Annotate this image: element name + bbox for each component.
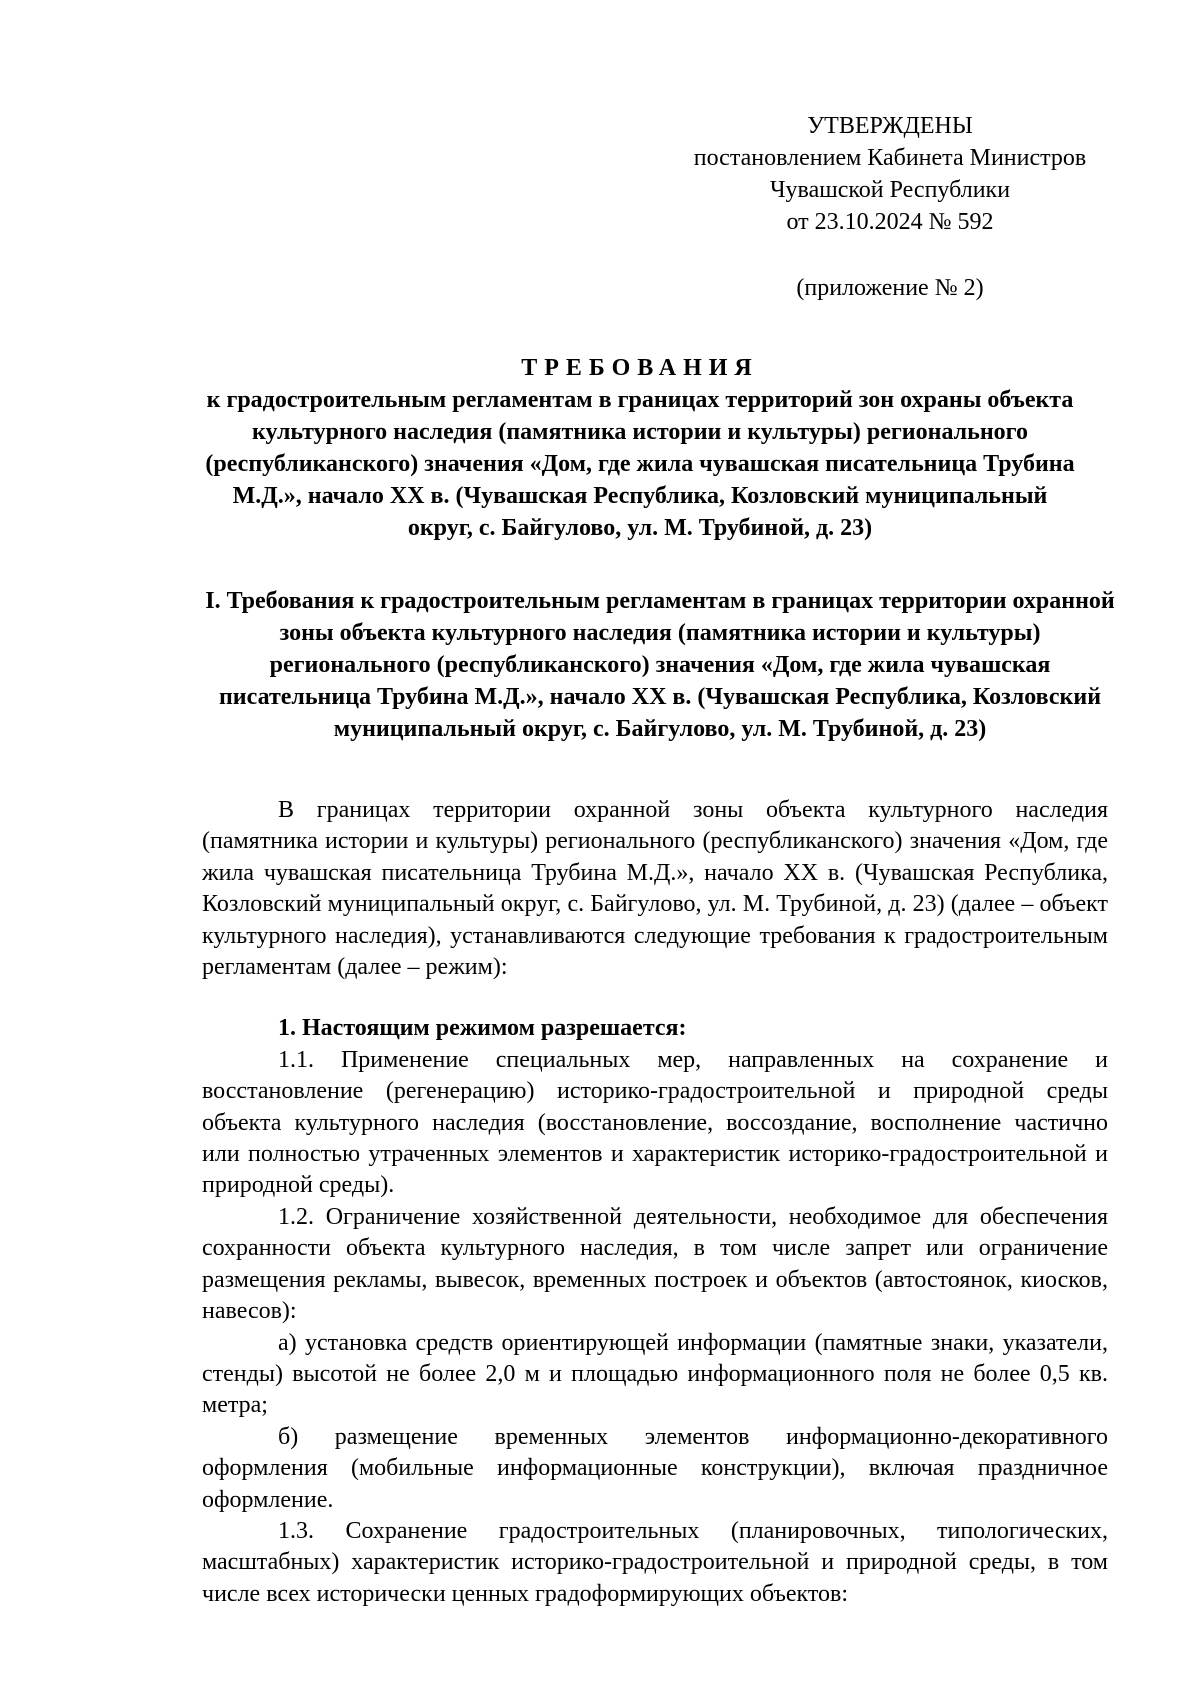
approval-block xyxy=(680,110,1100,304)
section-title: I. Требования к градостроительным регламентам в границах территории охранной зоны объекта культурного наследия (памятника истории и культуры) регионального (республиканского) значения «Дом, где жила чувашская писательница Трубина М.Д.», начало XX в. (Чувашская Республика, Козловский муниципальный округ, с. Байгулово, ул. М. Трубиной, д. 23) xyxy=(205,588,1115,742)
approval-line: постановлением Кабинета Министров xyxy=(693,145,1087,171)
subclause-paragraph: б) размещение временных элементов информационно-декоративного оформления (мобильные информационные конструкции), включая праздничное оформление. xyxy=(202,1423,1108,1513)
document-body xyxy=(202,795,1108,1610)
clause-paragraph: 1.1. Применение специальных мер, направленных на сохранение и восстановление (регенерацию) историко-градостроительной и природной среды объекта культурного наследия (восстановление, воссоздание, восполнение частично или полностью утраченных элементов и характеристик историко-градостроительной и природной среды). xyxy=(202,1046,1108,1199)
clause-paragraph: 1.2. Ограничение хозяйственной деятельности, необходимое для обеспечения сохранности объекта культурного наследия, в том числе запрет или ограничение размещения рекламы, вывесок, временных построек и объектов (автостоянок, киосков, навесов): xyxy=(202,1203,1108,1325)
document-title xyxy=(200,352,1080,544)
approval-line: УТВЕРЖДЕНЫ xyxy=(807,113,973,139)
clause-heading: 1. Настоящим режимом разрешается: xyxy=(278,1015,687,1042)
subclause-paragraph: а) установка средств ориентирующей информации (памятные знаки, указатели, стенды) высотой не более 2,0 м и площадью информационного поля не более 0,5 кв. метра; xyxy=(202,1329,1108,1419)
annex-label: (приложение № 2) xyxy=(796,275,984,301)
title-word: ТРЕБОВАНИЯ xyxy=(521,355,759,381)
approval-line: Чувашской Республики xyxy=(769,177,1011,203)
title-subtitle: к градостроительным регламентам в границах территорий зон охраны объекта культурного наследия (памятника истории и культуры) регионального (республиканского) значения «Дом, где жила чувашская писательница Трубина М.Д.», начало XX в. (Чувашская Республика, Козловский муниципальный округ, с. Байгулово, ул. М. Трубиной, д. 23) xyxy=(205,387,1075,541)
approval-date-number: от 23.10.2024 № 592 xyxy=(786,209,994,235)
clause-paragraph: 1.3. Сохранение градостроительных (планировочных, типологических, масштабных) характеристик историко-градостроительной и природной среды, в том числе всех исторически ценных градоформирующих объектов: xyxy=(202,1517,1108,1607)
intro-paragraph: В границах территории охранной зоны объекта культурного наследия (памятника истории и культуры) регионального (республиканского) значения «Дом, где жила чувашская писательница Трубина М.Д.», начало XX в. (Чувашская Республика, Козловский муниципальный округ, с. Байгулово, ул. М. Трубиной, д. 23) (далее – объект культурного наследия), устанавливаются следующие требования к градостроительным регламентам (далее – режим): xyxy=(202,797,1108,981)
